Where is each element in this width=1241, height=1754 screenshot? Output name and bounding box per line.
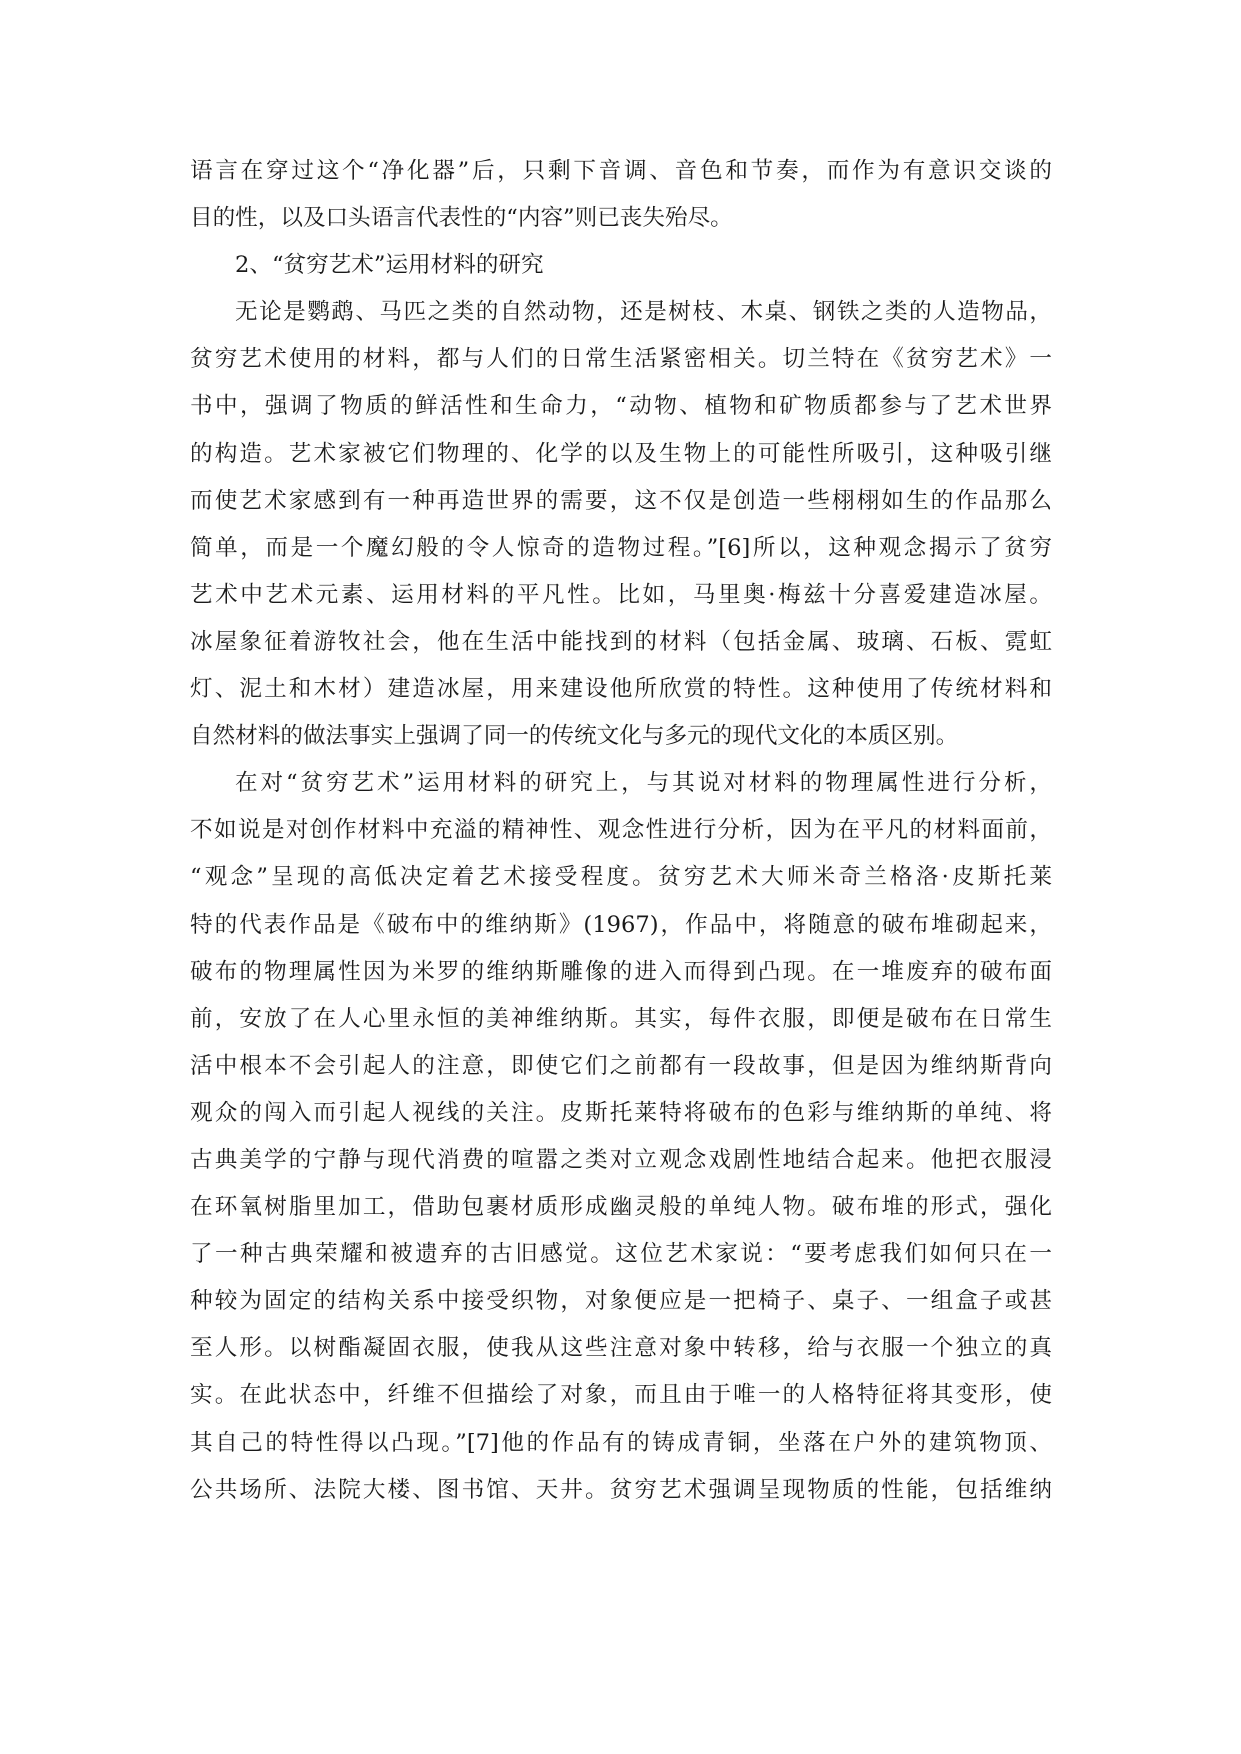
text-line: 活中根本不会引起人的注意，即使它们之前都有一段故事，但是因为维纳斯背向 (190, 1052, 1052, 1079)
text-line: 艺术中艺术元素、运用材料的平凡性。比如，马里奥·梅兹十分喜爱建造冰屋。 (190, 581, 1052, 608)
text-line: “观念”呈现的高低决定着艺术接受程度。贫穷艺术大师米奇兰格洛·皮斯托莱 (190, 864, 1052, 891)
text-line: 其自己的特性得以凸现。”[7]他的作品有的铸成青铜，坐落在户外的建筑物顶、 (190, 1429, 1052, 1456)
text-line: 冰屋象征着游牧社会，他在生活中能找到的材料（包括金属、玻璃、石板、霓虹 (190, 628, 1052, 655)
text-line: 特的代表作品是《破布中的维纳斯》(1967)，作品中，将随意的破布堆砌起来， (190, 911, 1052, 938)
text-line: 书中，强调了物质的鲜活性和生命力，“动物、植物和矿物质都参与了艺术世界 (190, 393, 1052, 420)
text-line: 的构造。艺术家被它们物理的、化学的以及生物上的可能性所吸引，这种吸引继 (190, 440, 1052, 467)
text-line: 公共场所、法院大楼、图书馆、天井。贫穷艺术强调呈现物质的性能，包括维纳 (190, 1476, 1052, 1503)
paragraph-first-line: 在对“贫穷艺术”运用材料的研究上，与其说对材料的物理属性进行分析， (235, 770, 1052, 797)
text-line: 实。在此状态中，纤维不但描绘了对象，而且由于唯一的人格特征将其变形，使 (190, 1382, 1052, 1409)
text-line: 不如说是对创作材料中充溢的精神性、观念性进行分析，因为在平凡的材料面前， (190, 817, 1052, 844)
text-line: 前，安放了在人心里永恒的美神维纳斯。其实，每件衣服，即便是破布在日常生 (190, 1005, 1052, 1032)
text-line: 种较为固定的结构关系中接受织物，对象便应是一把椅子、桌子、一组盒子或甚 (190, 1288, 1052, 1315)
text-line: 在环氧树脂里加工，借助包裹材质形成幽灵般的单纯人物。破布堆的形式，强化 (190, 1194, 1052, 1221)
text-line: 简单，而是一个魔幻般的令人惊奇的造物过程。”[6]所以，这种观念揭示了贫穷 (190, 534, 1052, 561)
body-text (190, 148, 1052, 1514)
text-line: 破布的物理属性因为米罗的维纳斯雕像的进入而得到凸现。在一堆废弃的破布面 (190, 958, 1052, 985)
text-line: 至人形。以树酯凝固衣服，使我从这些注意对象中转移，给与衣服一个独立的真 (190, 1335, 1052, 1362)
text-line: 而使艺术家感到有一种再造世界的需要，这不仅是创造一些栩栩如生的作品那么 (190, 487, 1052, 514)
text-line: 了一种古典荣耀和被遗弃的古旧感觉。这位艺术家说：“要考虑我们如何只在一 (190, 1241, 1052, 1268)
text-line: 语言在穿过这个“净化器”后，只剩下音调、音色和节奏，而作为有意识交谈的 (190, 158, 1052, 184)
text-line: 观众的闯入而引起人视线的关注。皮斯托莱特将破布的色彩与维纳斯的单纯、将 (190, 1099, 1052, 1126)
text-line: 贫穷艺术使用的材料，都与人们的日常生活紧密相关。切兰特在《贫穷艺术》一 (190, 346, 1052, 373)
text-line: 灯、泥土和木材）建造冰屋，用来建设他所欣赏的特性。这种使用了传统材料和 (190, 676, 1052, 703)
section-heading: 2、“贫穷艺术”运用材料的研究 (235, 252, 544, 279)
paragraph-first-line: 无论是鹦鹉、马匹之类的自然动物，还是树枝、木桌、钢铁之类的人造物品， (235, 299, 1052, 326)
text-line: 古典美学的宁静与现代消费的喧嚣之类对立观念戏剧性地结合起来。他把衣服浸 (190, 1146, 1052, 1173)
text-line: 自然材料的做法事实上强调了同一的传统文化与多元的现代文化的本质区别。 (190, 723, 959, 750)
text-line: 目的性，以及口头语言代表性的“内容”则已丧失殆尽。 (190, 205, 733, 232)
